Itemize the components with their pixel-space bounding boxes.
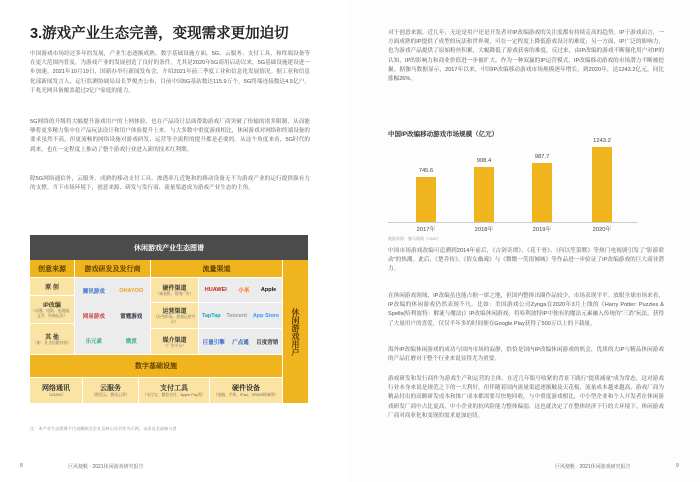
paragraph: 游戏研发和发行商作为游戏生产和运营的主体，在近几年版号收紧的背景下践行“提质减量”成为常态，这对游戏行业本身来说是规范之下的一大利好。但伴随着国内流量渠道逐渐触及天花板，流量成本越来越高，游戏厂商为精品付出的高额研发成本和推广成本都需要尽快地回收。与中重度游戏相比，中小型企业和个人开发者在休闲游戏研发厂商中占比更高，中小企业的抗风险能力整体偏弱，这也就决定了在整体经济下行的大环境下，休闲游戏厂商对商业化和变现的需求更加迫切。 — [388, 376, 664, 419]
footer-text: 巨风便帆 · 2021休闲游戏研究报告 — [68, 464, 144, 470]
sub: （电脑、手机、iPad、VR/AR终端等） — [213, 393, 279, 397]
logo-ohayoo: OHAYOO — [119, 287, 144, 294]
logo: Tencent — [226, 312, 248, 319]
logo: App Store — [252, 312, 280, 319]
chart-source: 数据来源：伽马数据（CNG） — [388, 236, 441, 241]
footer-text: 巨风便帆 · 2021休闲游戏研究报告 — [555, 464, 631, 470]
x-tick-label: 2017年 — [416, 227, 436, 233]
dev-logos — [75, 278, 150, 354]
logo: 百度营销 — [256, 339, 279, 346]
label: 硬件渠道 — [162, 286, 187, 292]
label: 原 创 — [45, 285, 59, 291]
page-number: 9 — [676, 463, 679, 469]
media-logos — [199, 329, 282, 354]
creative-original — [30, 278, 74, 295]
col-creative: 创意来源 — [30, 260, 74, 277]
bar-value-label: 745.6 — [418, 168, 434, 175]
bar-value-label: 1243.2 — [593, 138, 611, 145]
bar-2018年 — [474, 167, 494, 222]
sub: （广告平台） — [163, 343, 186, 348]
section-title: 3.游戏产业生态完善，变现需求更加迫切 — [30, 26, 289, 42]
paragraph: 中国游戏市场经过多年的发展，产业生态逐渐成熟。数字基础设施方面，5G、云服务、支付工具、和终端设备等在更大范围内普及，为游戏产业的发展创造了良好的条件。尤其是2020年5G商用启动以来，5G基础设施建设进一步加速。2021年10月19日，国新办举行新闻发布会，介绍2021年前三季度工业和信息化发展情况。据工业和信息化部新闻发言人、运行监测协调局局长罗俊杰公布，目前中国5G基站数达115.9万个，5G终端连接数达4.5亿户，千兆光网具备覆盖超过2亿户家庭的能力。 — [30, 51, 310, 94]
bar-2019年 — [532, 163, 552, 222]
logo-leyuansu: 乐元素 — [85, 339, 102, 346]
sub: （4G/5G） — [46, 393, 66, 397]
infra-cloud — [83, 378, 138, 403]
col-traffic: 流量渠道 — [151, 260, 282, 277]
traffic-ops — [151, 303, 198, 328]
col-dev: 游戏研发及发行商 — [75, 260, 150, 277]
infra-title: 数字基础设施 — [30, 355, 282, 377]
paragraph: 对于创意来源，近几年，无论是用户还是开发者对IP改编游戏的关注度都有持续走高的趋势。IP于游戏而言，一方面成熟的IP提供了成型的玩法和世界观，可在一定程度上降低游戏设计的难度；另一方面，IP广泛的影响力，也为游戏产品提供了原始粉丝积累，大幅降低了游戏获客的难度。反过来，由IP改编的游戏不断强化用户对IP的认知，IP的影响力和商业价值进一步被扩大。作为一种双赢的IP运营模式，IP改编移动游戏的市场潜力不断被挖掘。据伽马数据显示，2017年以来，中国IP改编移动游戏市场规模逐年增长，到2020年，达1243.2亿元，同比涨幅26%。 — [388, 30, 664, 83]
logo: 广点通 — [232, 339, 249, 346]
sub: （预装机、系统广告） — [155, 292, 194, 296]
logo: HUAWEI — [204, 287, 227, 293]
creative-other — [30, 324, 74, 354]
logo-tencent-games: 腾讯游戏 — [82, 288, 105, 295]
label: 云服务 — [100, 385, 121, 392]
sub: （动漫、电影、电视剧、文学、经典玩法） — [31, 309, 73, 318]
right-page — [350, 0, 700, 482]
traffic-hardware — [151, 278, 198, 302]
paragraph: 海外IP改编休闲游戏的成功与国内市场的寂静，恰恰是国内IP改编休闲游戏的机会，优质的大IP与精品休闲游戏的产品打磨对于整个行业来说显得尤为重要。 — [388, 347, 664, 363]
label: 运营渠道 — [162, 309, 187, 315]
x-tick-label: 2020年 — [592, 227, 612, 233]
paragraph: 中国市场游戏改编可追溯到2014年前后，《古剑奇谭》、《花千骨》、《何以笙箫默》等热门电视剧引发了“影游联动”的热潮。此后，《楚乔传》、《倩女幽魂》与《微微一笑很倾城》等作品进一步验证了IP改编游戏的巨大商业潜力。 — [388, 248, 664, 273]
chart-title: 中国IP改编移动游戏市场规模（亿元） — [388, 131, 499, 138]
ops-logos — [199, 303, 282, 328]
traffic-media — [151, 329, 198, 354]
diagram-title: 休闲游戏产业生态图谱 — [30, 235, 308, 260]
logo-leiting: 雷霆游戏 — [120, 313, 143, 320]
x-axis — [388, 222, 638, 223]
paragraph: 在休闲游戏领域，IP改编虽也能占据一席之地，但国内整体出圈作品较少，市场表现平平。放眼全球市场来看，IP改编的休闲游戏仍然表现不凡。比如：美国游戏公司Zynga在2020年3月上线的《Harry Potter: Puzzles & Spells(哈利波特：解谜与魔法)》IP改编休闲游戏，将哈利波特IP中独有的魔法元素融入传统的“三消”玩法，获得了大量用户的喜爱，仅仅半年多的时间便在Google Play获得了500万以上的下载量。 — [388, 293, 664, 327]
label: 媒介渠道 — [162, 337, 187, 344]
sub: （支付宝、微信支付、Apple Pay等） — [142, 393, 206, 397]
logo-weipai: 微派 — [125, 339, 137, 346]
logo: TapTap — [201, 312, 221, 319]
paragraph: 5G网络的升级将大幅提升游戏用户的上网体验，也在产品设计层面帮助游戏厂商突破了传输的诸多限制，从而能够将更多精力集中在产品玩法设计和用户体验提升上来。与大多数中重度游戏相比，休闲游戏对网络和终端设备的要求虽然不高，但更流畅的网络设施对游戏研发、运营等全流程的提升都是必要的。从这个角度来看，5G时代的到来，也在一定程度上推动了整个游戏行业进入新的技术红利期。 — [30, 119, 310, 153]
hardware-logos — [199, 278, 282, 302]
label: 支付工具 — [160, 385, 188, 392]
label: 其 他 — [45, 335, 59, 341]
x-tick-label: 2019年 — [532, 227, 552, 233]
users-column: 休闲游戏用户 — [283, 260, 308, 403]
logo: Apple — [260, 287, 277, 293]
ecosystem-diagram — [30, 235, 308, 403]
x-tick-label: 2018年 — [474, 227, 494, 233]
infra-network — [30, 378, 82, 403]
infra-hardware — [210, 378, 282, 403]
sub: （阿里云、腾讯云等） — [91, 393, 130, 397]
logo: 小米 — [238, 288, 250, 294]
infra-payment — [139, 378, 209, 403]
bar-chart — [388, 125, 668, 240]
diagram-note: 注：本产业生态图谱不代表睡眠全企业及核心环节作为示例，未涉及全部参与者 — [30, 426, 177, 431]
logo: 巨量引擎 — [202, 339, 225, 346]
label: IP改编 — [43, 303, 61, 309]
label: 网络通讯 — [42, 385, 70, 392]
bar-value-label: 987.7 — [534, 153, 550, 160]
bar-2017年 — [416, 177, 436, 222]
page-number: 8 — [20, 463, 23, 469]
label: 硬件设备 — [232, 385, 260, 392]
sub: （应用市场、游戏运营平台） — [153, 315, 196, 324]
sub: （如：社交话题内容） — [33, 341, 71, 345]
creative-ip — [30, 296, 74, 323]
logo-netease: 网易游戏 — [82, 313, 105, 320]
bar-2020年 — [592, 147, 612, 222]
bar-value-label: 908.4 — [476, 158, 492, 165]
paragraph: 除5G网络通信外，云服务、成熟的移动支付工具、渗透率几近饱和的移动设备无不为游戏产业的运行提供强有力的支撑。当下市场环境下，创意来源、研发与发行商、流量渠道成为游戏产业生态的主角。 — [30, 176, 310, 192]
